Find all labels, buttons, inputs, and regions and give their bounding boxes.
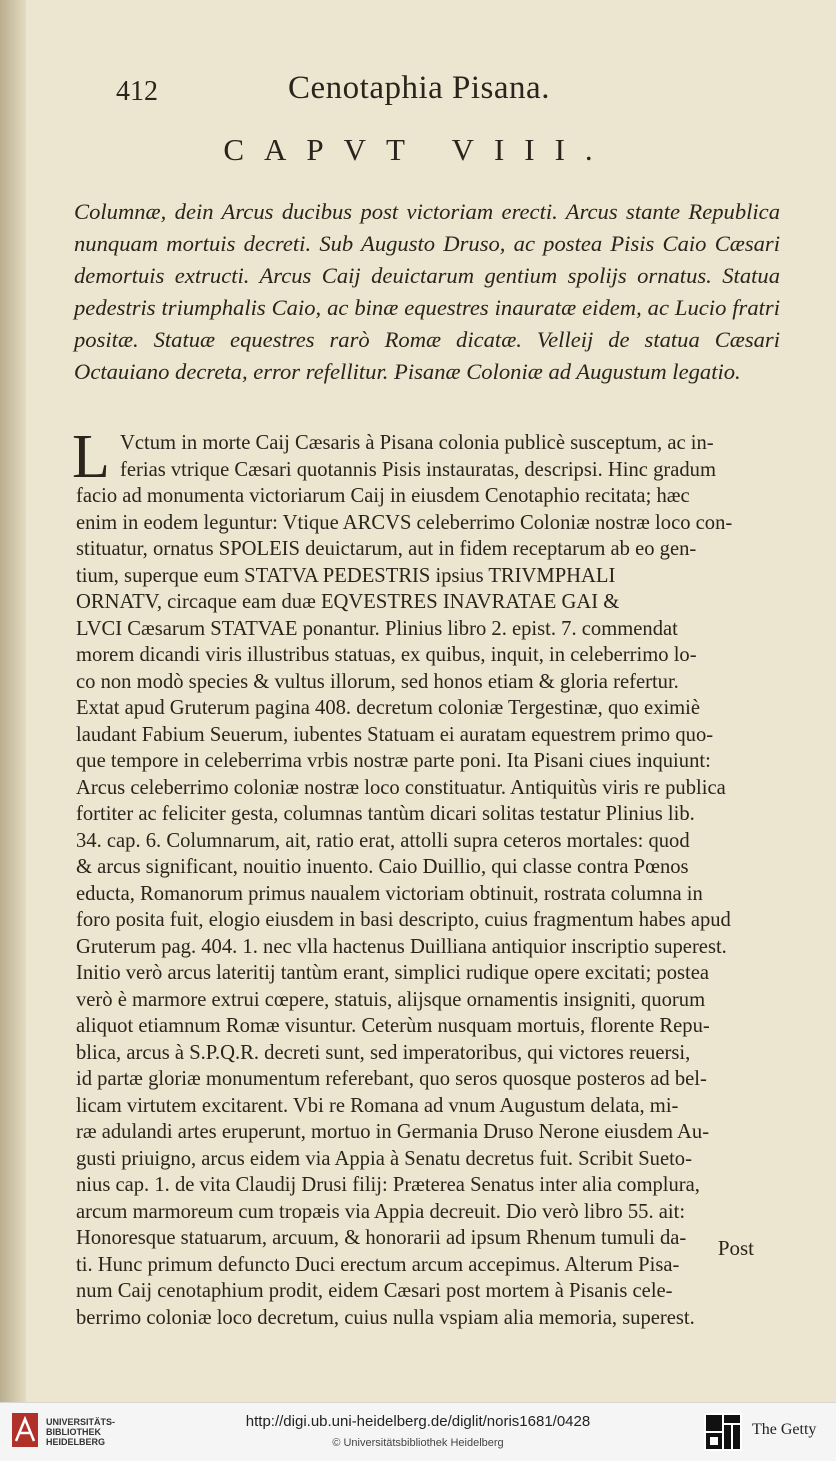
chapter-summary: Columnæ, dein Arcus ducibus post victoriam erecti. Arcus stante Republica nunquam mortuis decreti. Sub Augusto Druso, ac postea Pisis Caio Cæsari demortuis extructi. Arcus Caij deuictarum gentium spolijs ornatus. Statua pedestris triumphalis Caio, ac binæ equestres inauratæ eidem, ac Lucio fratri positæ. Statuæ equestres rarò Romæ dicatæ. Velleij de statua Cæsari Octauiano decreta, error refellitur. Pisanæ Coloniæ ad Augustum legatio. bbox=[74, 199, 780, 384]
viewer-footer bbox=[0, 1402, 836, 1461]
text-line: Gruterum pag. 404. 1. nec vlla hactenus Duilliana antiquior inscriptio superest. bbox=[76, 935, 727, 958]
text-line: verò è marmore extrui cœpere, statuis, alijsque ornamentis insigniti, quorum bbox=[76, 988, 706, 1011]
text-line: licam virtutem excitarent. Vbi re Romana ad vnum Augustum delata, mi- bbox=[76, 1094, 679, 1117]
text-line: morem dicandi viris illustribus statuas, ex quibus, inquit, in celeberrimo lo- bbox=[76, 644, 697, 666]
text-line: foro posita fuit, elogio eiusdem in basi descripto, cuius fragmentum habes apud bbox=[76, 909, 731, 931]
text-line: co non modò species & vultus illorum, sed honos etiam & gloria refertur. bbox=[76, 670, 679, 693]
text-line: Honoresque statuarum, arcuum, & honorarii ad ipsum Rhenum tumuli da- bbox=[76, 1227, 687, 1249]
text-line: fortiter ac feliciter gesta, columnas tantùm dicari solitas testatur Plinius lib. bbox=[76, 803, 695, 825]
text-line: que tempore in celeberrima vrbis nostræ parte poni. Ita Pisani ciues inquiunt: bbox=[76, 750, 711, 772]
text-line: ORNATV, circaque eam duæ EQVESTRES INAVRATAE GAI & bbox=[76, 591, 620, 613]
library-name: UNIVERSITÄTS- BIBLIOTHEK HEIDELBERG bbox=[46, 1417, 116, 1447]
text-line: Initio verò arcus lateritij tantùm erant, simplici rudique opere excitati; postea bbox=[76, 962, 710, 984]
text-line: aliquot etiamnum Romæ visuntur. Ceterùm nusquam mortuis, florente Repu- bbox=[76, 1015, 710, 1037]
text-line: ti. Hunc primum defuncto Duci erectum arcum accepimus. Alterum Pisa- bbox=[76, 1253, 680, 1276]
text-line: Arcus celeberrimo coloniæ nostræ loco constituatur. Antiquitùs viris re publica bbox=[76, 776, 726, 799]
text-line: LVCI Cæsarum STATVAE ponantur. Plinius libro 2. epist. 7. commendat bbox=[76, 617, 678, 640]
text-line: tium, superque eum STATVA PEDESTRIS ipsius TRIVMPHALI bbox=[76, 564, 616, 587]
text-line: ræ adulandi artes eruperunt, mortuo in Germania Druso Nerone eiusdem Au- bbox=[76, 1121, 710, 1143]
body-text bbox=[76, 430, 782, 1331]
running-title: Cenotaphia Pisana. bbox=[288, 70, 550, 106]
text-line: facio ad monumenta victoriarum Caij in eiusdem Cenotaphio recitata; hæc bbox=[76, 485, 690, 507]
text-line: Vctum in morte Caij Cæsaris à Pisana colonia publicè susceptum, ac in- bbox=[120, 432, 714, 454]
text-line: id partæ gloriæ monumentum referebant, quo seros quosque posteros ad bel- bbox=[76, 1068, 707, 1090]
text-line: educta, Romanorum primus naualem victoriam obtinuit, rostrata columna in bbox=[76, 882, 703, 905]
text-line: gusti priuigno, arcus eidem via Appia à Senatu decretus fuit. Scribit Sueto- bbox=[76, 1147, 692, 1170]
text-line: blica, arcus à S.P.Q.R. decreti sunt, sed imperatoribus, qui victores reuersi, bbox=[76, 1041, 691, 1064]
text-line: stituatur, ornatus SPOLEIS deuictarum, aut in fidem receptarum ab eo gen- bbox=[76, 538, 697, 560]
getty-partner-label: The Getty bbox=[752, 1421, 817, 1438]
page-number: 412 bbox=[116, 76, 158, 107]
text-line: 34. cap. 6. Columnarum, ait, ratio erat, attolli supra ceteros mortales: quod bbox=[76, 829, 690, 852]
chapter-title: CAPVT VIII. bbox=[223, 132, 613, 167]
running-head bbox=[108, 70, 748, 114]
catchword: Post bbox=[717, 1236, 754, 1260]
text-line: Extat apud Gruterum pagina 408. decretum coloniæ Tergestinæ, quo eximiè bbox=[76, 697, 701, 719]
text-line: berrimo coloniæ loco decretum, cuius nulla vspiam alia memoria, superest. bbox=[76, 1306, 695, 1329]
text-line: & arcus significant, nouitio inuento. Caio Duillio, qui classe contra Pœnos bbox=[76, 856, 689, 878]
text-line: num Caij cenotaphium prodit, eidem Cæsari post mortem à Pisanis cele- bbox=[76, 1280, 673, 1302]
text-line: laudant Fabium Seuerum, iubentes Statuam ei auratam equestrem primo quo- bbox=[76, 723, 714, 746]
text-line: ferias vtrique Cæsari quotannis Pisis instauratas, descripsi. Hinc gradum bbox=[120, 458, 716, 481]
permalink-url[interactable]: http://digi.ub.uni-heidelberg.de/diglit/noris1681/0428 bbox=[245, 1413, 591, 1430]
text-line: enim in eodem leguntur: Vtique ARCVS celeberrimo Coloniæ nostræ loco con- bbox=[76, 511, 733, 534]
copyright-notice: © Universitätsbibliothek Heidelberg bbox=[332, 1437, 504, 1449]
drop-cap: L bbox=[72, 423, 110, 491]
text-line: nius cap. 1. de vita Claudij Drusi filij: Præterea Senatus inter alia complura, bbox=[76, 1174, 700, 1196]
getty-logo-icon bbox=[704, 1413, 742, 1451]
page-gutter bbox=[0, 0, 26, 1402]
text-line: arcum marmoreum cum tropæis via Appia decreuit. Dio verò libro 55. ait: bbox=[76, 1200, 686, 1223]
